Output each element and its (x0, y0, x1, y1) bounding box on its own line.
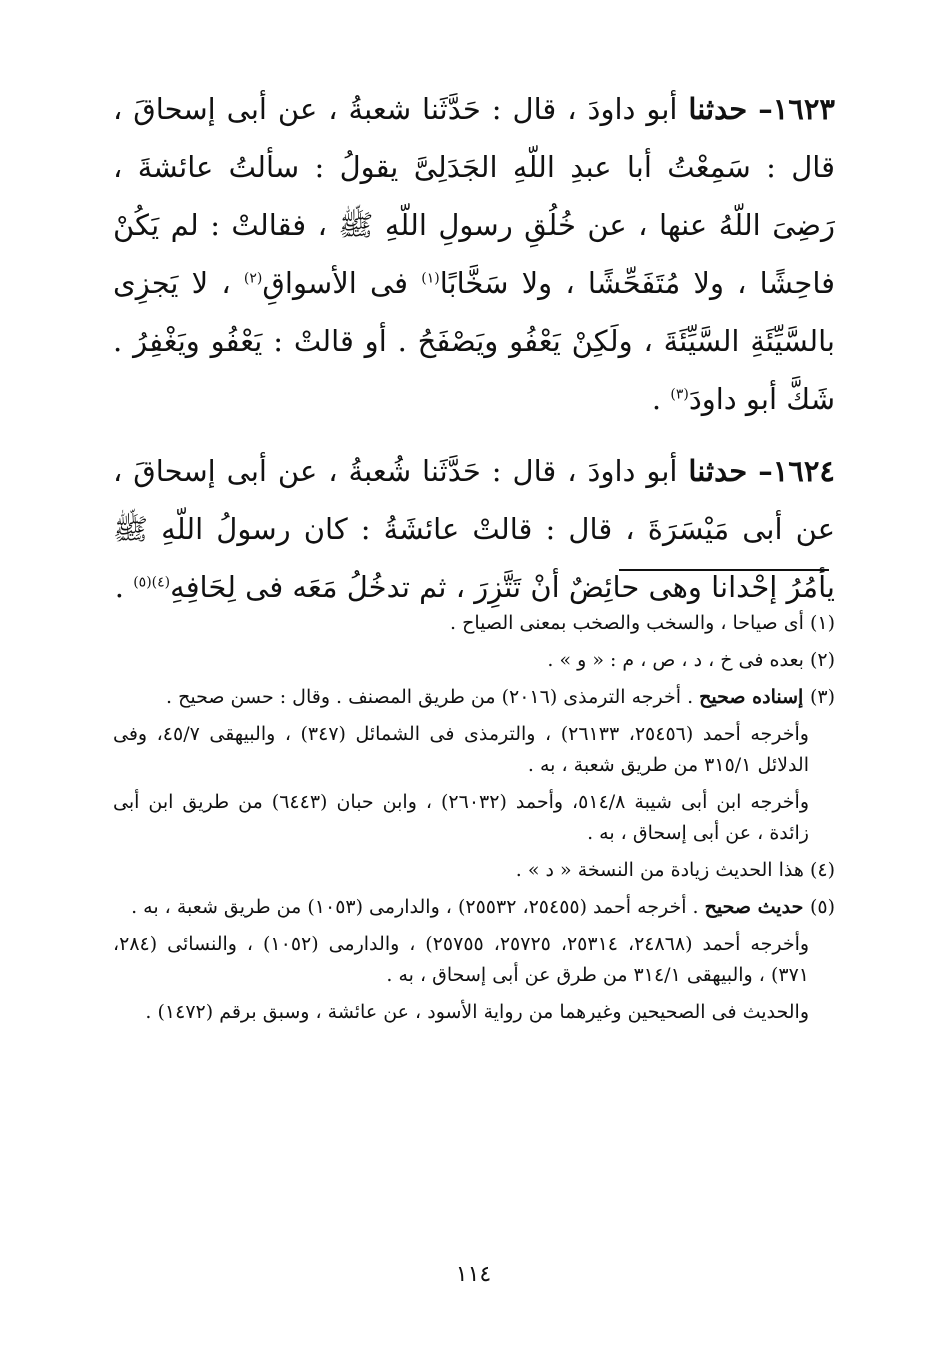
hadith-text: ، لا يَجزِى بالسَّيِّئَةِ السَّيِّئَةَ ، ولَكِنْ يَعْفُو ويَصْفَحُ . أو قالتْ : يَعْفُو ويَغْفِرُ . شَكَّ أبو داودَ (113, 266, 835, 416)
footnote-3 (113, 682, 835, 713)
footnote-1 (113, 608, 835, 639)
footnote-text: هذا الحديث زيادة من النسخة « د » . (515, 859, 810, 881)
footnote-ref[interactable]: (١) (421, 270, 440, 287)
footnotes (113, 608, 835, 1034)
footnote-text: . أخرجه أحمد (٢٥٤٥٥، ٢٥٥٣٢) ، والدارمى (١٠٥٣) من طريق شعبة ، به . (131, 896, 705, 918)
page-number: ١١٤ (455, 1262, 492, 1287)
footnote-text: . أخرجه الترمذى (٢٠١٦) من طريق المصنف . وقال : حسن صحيح . (166, 686, 700, 708)
footnote-grade: حديث صحيح (704, 896, 810, 918)
footnote-label: (٣) (809, 686, 835, 708)
hadith-body (113, 80, 835, 630)
hadith-number: ١٦٢٤– (758, 454, 835, 488)
hadith-lead-word: حدثنا (688, 92, 748, 126)
hadith-end: . (114, 570, 134, 604)
footnote-separator (619, 569, 829, 571)
hadith-text: أبو داودَ ، قال : حَدَّثَنا شُعبةُ ، عن أبى إسحاقَ ، عن أبى مَيْسَرَةَ ، قال : قالتْ عائشَةُ : كان رسولُ اللّهِ ﷺ يأمُرُ إحْدانا وهى حائِضٌ أنْ تَتَّزِرَ ، ثم تدخُلُ مَعَه فى لِحَافِهِ (113, 454, 835, 604)
hadith-end: . (651, 382, 671, 416)
footnote-text: أى صياحا ، والسخب والصخب بمعنى الصياح . (450, 612, 810, 634)
footnote-label: (٢) (809, 649, 835, 671)
footnote-5 (113, 892, 835, 923)
footnote-grade: إسناده صحيح (699, 686, 810, 708)
footnote-2 (113, 645, 835, 676)
footnote-3-para-2: وأخرجه أحمد (٢٥٤٥٦، ٢٦١٣٣) ، والترمذى فى الشمائل (٣٤٧) ، والبيهقى ٤٥/٧، وفى الدلائل ٣١٥/١ من طريق شعبة ، به . (113, 723, 809, 776)
hadith-number: ١٦٢٣– (758, 92, 835, 126)
footnote-3-para-3: وأخرجه ابن أبى شيبة ٥١٤/٨، وأحمد (٢٦٠٣٢) ، وابن حبان (٦٤٤٣) من طريق ابن أبى زائدة ، عن أبى إسحاق ، به . (113, 791, 810, 844)
footnote-label: (٥) (809, 896, 835, 918)
footnote-5-para-3: والحديث فى الصحيحين وغيرهما من رواية الأسود ، عن عائشة ، وسبق برقم (١٤٧٢) . (145, 1001, 809, 1023)
hadith-1623 (113, 80, 835, 428)
footnote-label: (١) (809, 612, 835, 634)
footnote-5-para-2: وأخرجه أحمد (٢٤٨٦٨، ٢٥٣١٤، ٢٥٧٢٥، ٢٥٧٥٥) ، والدارمى (١٠٥٢) ، والنسائى (٢٨٤، ٣٧١) ، والبيهقى ٣١٤/١ من طرق عن أبى إسحاق ، به . (113, 933, 810, 986)
footnote-ref[interactable]: (٤)(٥) (133, 574, 171, 591)
hadith-lead-word: حدثنا (688, 454, 748, 488)
hadith-text: فى الأسواقِ (262, 266, 422, 300)
hadith-text: أبو داودَ ، قال : حَدَّثَنا شعبةُ ، عن أبى إسحاقَ ، قال : سَمِعْتُ أبا عبدِ اللّهِ الجَدَلِىَّ يقولُ : سألتُ عائشةَ ، رَضِىَ اللّهُ عنها ، عن خُلُقِ رسولِ اللّهِ ﷺ ، فقالتْ : لم يَكُنْ فاحِشًا ، ولا مُتَفَحِّشًا ، ولا سَخَّابًا (113, 92, 836, 300)
footnote-ref[interactable]: (٢) (243, 270, 263, 287)
footnote-ref[interactable]: (٣) (670, 386, 689, 403)
footnote-label: (٤) (809, 859, 835, 881)
footnote-text: بعده فى خ ، د ، ص ، م : « و » . (547, 649, 810, 671)
hadith-1624 (113, 442, 835, 616)
footnote-4 (113, 855, 835, 886)
